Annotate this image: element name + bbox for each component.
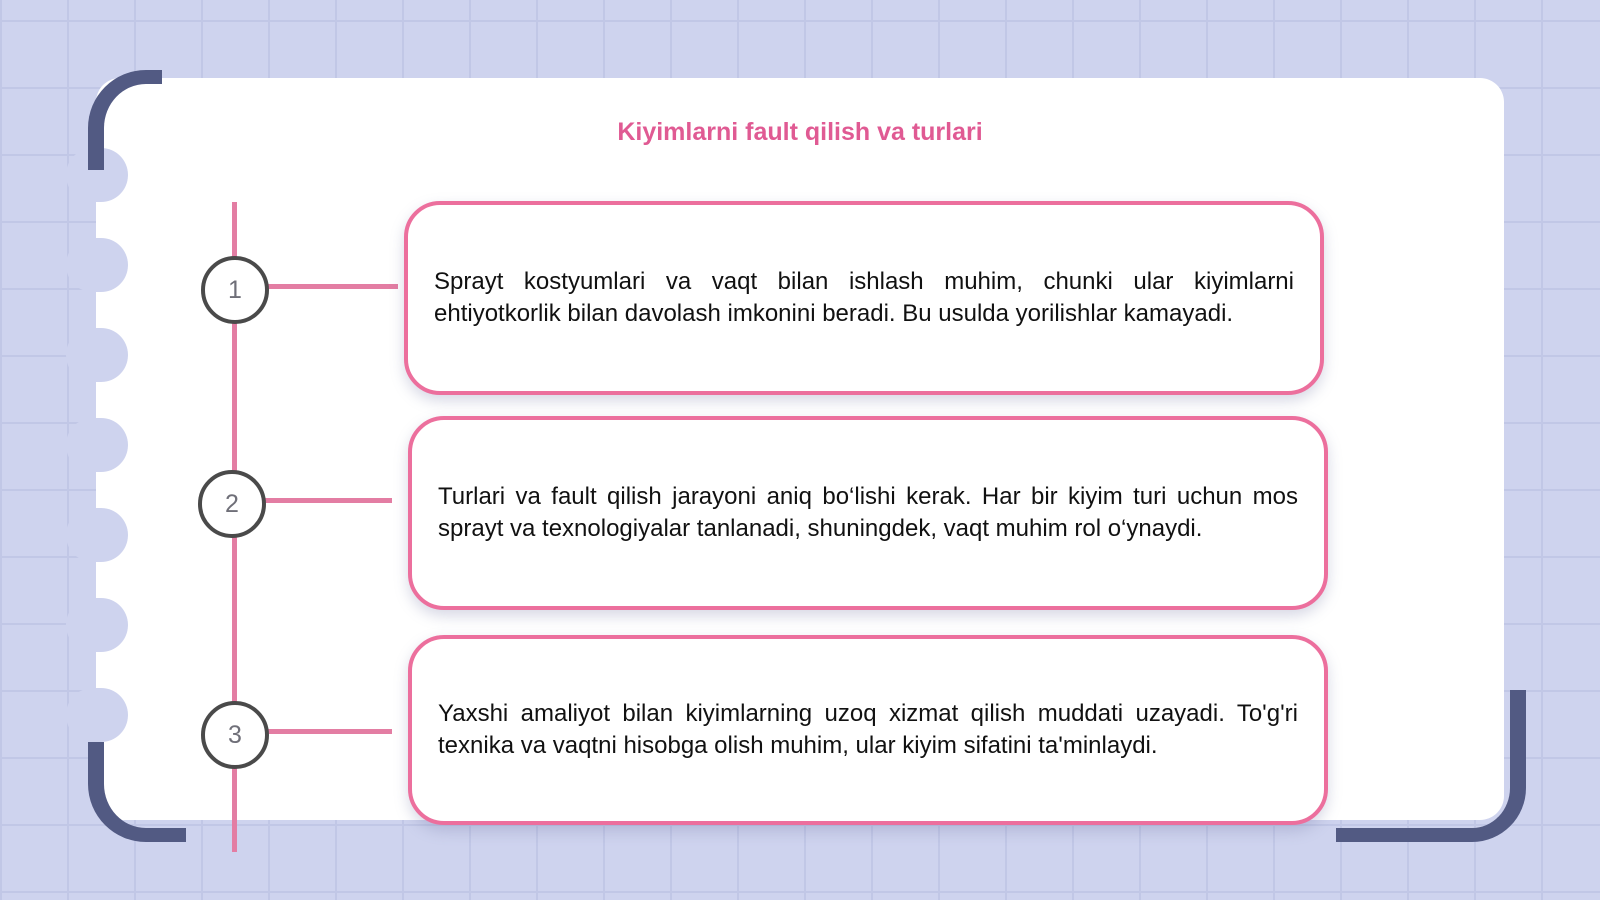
step-card-3: [408, 635, 1328, 825]
slide-title: Kiyimlarni fault qilish va turlari: [617, 118, 983, 146]
step-number-label: 1: [228, 275, 242, 304]
paper-notch: [66, 328, 128, 382]
step-card-text: Yaxshi amaliyot bilan kiyimlarning uzoq xizmat qilish muddati uzayadi. To'g'ri texnika va vaqtni hisobga olish muhim, ular kiyim sifatini ta'minlaydi.: [438, 700, 1298, 759]
step-number-label: 2: [225, 489, 239, 518]
connector-1: [266, 284, 398, 289]
connector-3: [266, 729, 392, 734]
step-card-1: [404, 201, 1324, 395]
paper-notch: [66, 238, 128, 292]
step-number-2: [198, 470, 266, 538]
paper-notch: [66, 598, 128, 652]
paper-notch: [66, 508, 128, 562]
step-number-3: [201, 701, 269, 769]
paper-notch: [66, 688, 128, 742]
corner-bracket-bottom-right: [1336, 690, 1526, 842]
paper-notch: [66, 418, 128, 472]
corner-bracket-bottom-left: [88, 742, 186, 842]
step-card-text: Turlari va fault qilish jarayoni aniq bo‘lishi kerak. Har bir kiyim turi uchun mos sprayt va texnologiyalar tanlanadi, shuningdek, vaqt muhim rol o‘ynaydi.: [438, 483, 1298, 542]
connector-2: [262, 498, 392, 503]
step-number-label: 3: [228, 720, 242, 749]
step-card-2: [408, 416, 1328, 610]
step-number-1: [201, 256, 269, 324]
step-card-text: Sprayt kostyumlari va vaqt bilan ishlash muhim, chunki ular kiyimlarni ehtiyotkorlik bilan davolash imkonini beradi. Bu usulda yorilishlar kamayadi.: [434, 268, 1294, 327]
